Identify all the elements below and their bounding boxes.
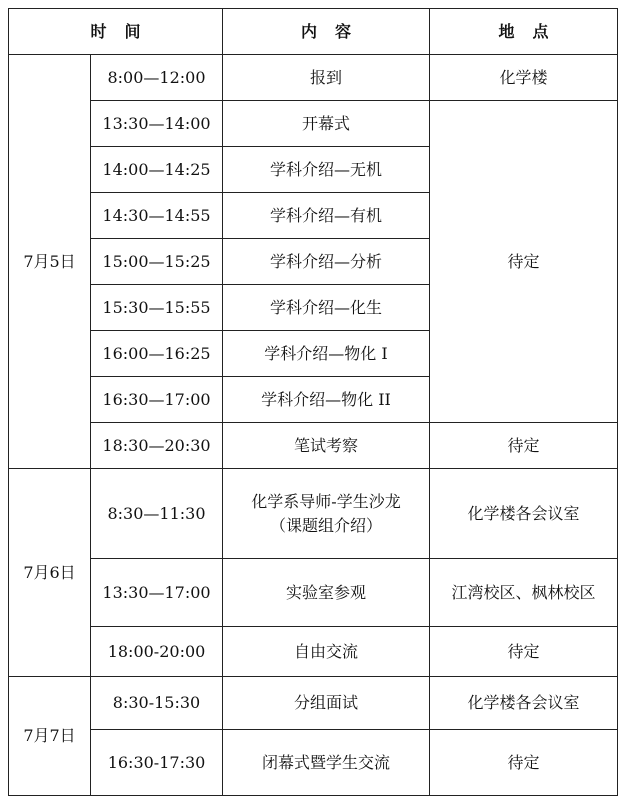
content-cell: 学科介绍—有机 — [223, 193, 430, 239]
time-cell: 8:30-15:30 — [91, 677, 223, 730]
time-cell: 16:30—17:00 — [91, 377, 223, 423]
place-cell: 待定 — [430, 730, 618, 796]
table-row — [9, 730, 618, 796]
content-cell: 学科介绍—物化 II — [223, 377, 430, 423]
content-cell: 开幕式 — [223, 101, 430, 147]
table-row — [9, 423, 618, 469]
content-cell: 笔试考察 — [223, 423, 430, 469]
time-cell: 16:30-17:30 — [91, 730, 223, 796]
content-line: 化学系导师-学生沙龙 — [251, 491, 401, 511]
content-cell: 学科介绍—分析 — [223, 239, 430, 285]
header-content: 内容 — [223, 9, 430, 55]
place-cell: 化学楼各会议室 — [430, 677, 618, 730]
time-cell: 8:30—11:30 — [91, 469, 223, 559]
content-cell: 自由交流 — [223, 627, 430, 677]
table-row — [9, 677, 618, 730]
place-cell: 待定 — [430, 627, 618, 677]
table-row — [9, 101, 618, 147]
content-cell — [223, 469, 430, 559]
content-line: （课题组介绍） — [270, 515, 383, 535]
time-cell: 16:00—16:25 — [91, 331, 223, 377]
place-cell: 化学楼各会议室 — [430, 469, 618, 559]
time-cell: 14:30—14:55 — [91, 193, 223, 239]
content-cell: 分组面试 — [223, 677, 430, 730]
place-cell-merged: 待定 — [430, 101, 618, 423]
content-cell: 闭幕式暨学生交流 — [223, 730, 430, 796]
table-row — [9, 627, 618, 677]
time-cell: 15:00—15:25 — [91, 239, 223, 285]
time-cell: 18:30—20:30 — [91, 423, 223, 469]
header-row — [9, 9, 618, 55]
time-cell: 13:30—17:00 — [91, 559, 223, 627]
table-row — [9, 559, 618, 627]
table-row — [9, 469, 618, 559]
table-row — [9, 55, 618, 101]
date-cell: 7月7日 — [9, 677, 91, 796]
place-cell: 待定 — [430, 423, 618, 469]
time-cell: 18:00-20:00 — [91, 627, 223, 677]
content-cell: 报到 — [223, 55, 430, 101]
date-cell: 7月6日 — [9, 469, 91, 677]
schedule-table — [8, 8, 618, 796]
content-cell: 实验室参观 — [223, 559, 430, 627]
date-cell: 7月5日 — [9, 55, 91, 469]
place-cell: 江湾校区、枫林校区 — [430, 559, 618, 627]
time-cell: 14:00—14:25 — [91, 147, 223, 193]
header-place: 地点 — [430, 9, 618, 55]
header-time: 时间 — [9, 9, 223, 55]
time-cell: 15:30—15:55 — [91, 285, 223, 331]
time-cell: 8:00—12:00 — [91, 55, 223, 101]
time-cell: 13:30—14:00 — [91, 101, 223, 147]
content-cell: 学科介绍—无机 — [223, 147, 430, 193]
content-cell: 学科介绍—化生 — [223, 285, 430, 331]
content-cell: 学科介绍—物化 I — [223, 331, 430, 377]
place-cell: 化学楼 — [430, 55, 618, 101]
